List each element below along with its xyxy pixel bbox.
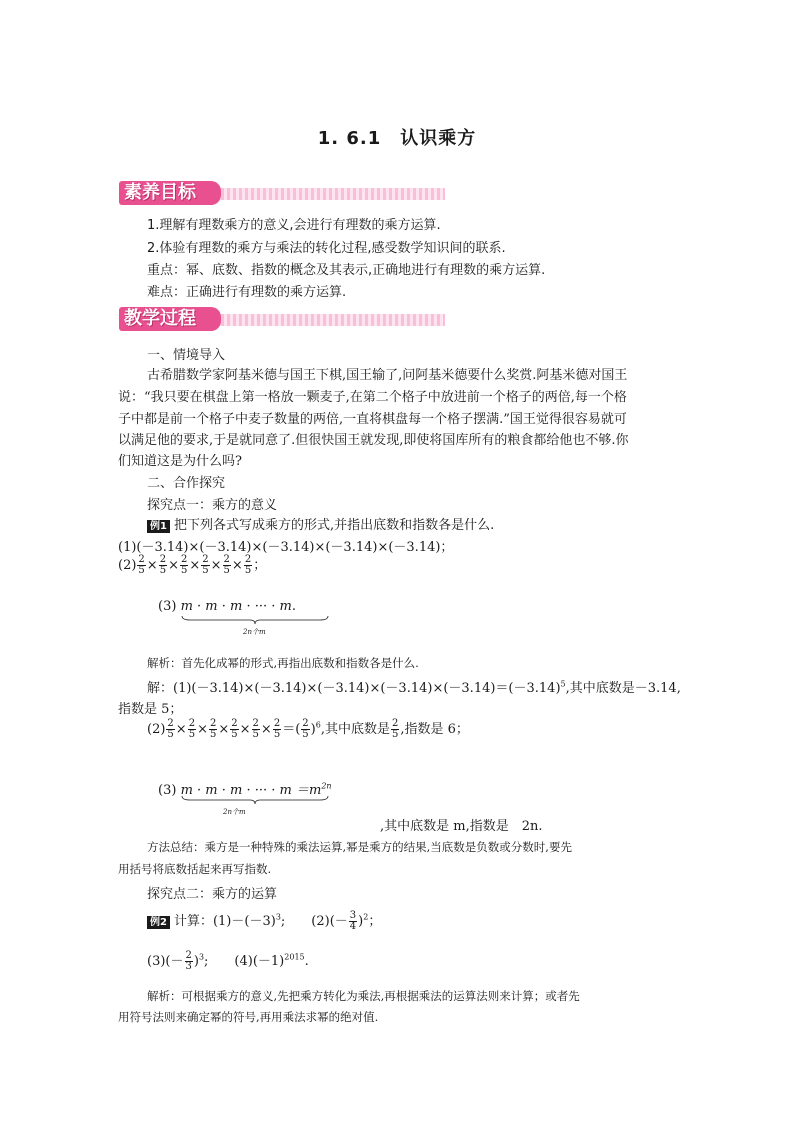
example-1-q3: (3) m · m · m · ··· · m. 2n个m xyxy=(158,599,338,639)
example-1-q2: (2) $\frac{2}{5}$ × $\frac{2}{5}$ × $\frac{2}{5}$ × $\frac{2}{5}$ × $\frac{2}{5}$ × $\frac{2}{5}$ ； xyxy=(118,554,267,576)
product-expression: m · m · m · ··· · m xyxy=(180,783,292,798)
point-1-heading: 探究点一：乘方的意义 xyxy=(147,498,278,513)
example-2-line-1: 例2 计算：$(1)-(-3)^3$; (2)(－ $\frac{3}{4}$ )$^2$； xyxy=(147,910,381,932)
example-1-q1: (1)(－3.14)×(－3.14)×(－3.14)×(－3.14)×(－3.14)； xyxy=(118,540,454,555)
fraction: $\frac{2}{5}$ xyxy=(273,718,281,740)
intro-line-4: 以满足他的要求,于是就同意了.但很快国王就发现,即使将国库所有的粮食都给他也不够.你 xyxy=(118,433,629,448)
brace-caption: 2n个m xyxy=(223,808,246,816)
banner-label: 素养目标 xyxy=(119,181,221,205)
banner-decoration xyxy=(215,314,445,326)
banner-label: 教学过程 xyxy=(119,307,221,331)
product-expression: m · m · m · ··· · m xyxy=(180,599,292,614)
example-badge: 例1 xyxy=(147,520,170,533)
fraction: $\frac{2}{5}$ xyxy=(231,718,238,740)
example-2-line-2: (3)(－ $\frac{2}{3}$ )$^3$; $(4)(-1)^{2015}$. xyxy=(147,950,309,972)
fraction: $\frac{2}{5}$ xyxy=(180,554,188,576)
example-1-prompt xyxy=(147,514,494,533)
fraction: $\frac{2}{5}$ xyxy=(188,718,196,740)
brace-caption: 2n个m xyxy=(243,628,266,636)
fraction: $\frac{2}{5}$ xyxy=(302,718,309,740)
goal-1: 1.理解有理数乘方的意义,会进行有理数的乘方运算. xyxy=(147,218,441,233)
goal-2: 2.体验有理数的乘方与乘法的转化过程,感受数学知识间的联系. xyxy=(147,241,506,256)
fraction: $\frac{2}{3}$ xyxy=(185,950,192,972)
method-summary-1: 方法总结：乘方是一种特殊的乘法运算,幂是乘方的结果,当底数是负数或分数时,要先 xyxy=(147,840,572,854)
goal-difficulty: 难点：正确进行有理数的乘方运算. xyxy=(147,285,347,300)
goal-key-point: 重点：幂、底数、指数的概念及其表示,正确地进行有理数的乘方运算. xyxy=(147,263,546,278)
example-1-text: 把下列各式写成乘方的形式,并指出底数和指数各是什么. xyxy=(173,518,495,533)
fraction: $\frac{2}{5}$ xyxy=(202,554,209,576)
fraction: $\frac{2}{5}$ xyxy=(167,718,174,740)
fraction: $\frac{2}{5}$ xyxy=(252,718,259,740)
banner-decoration xyxy=(215,188,445,200)
underbrace xyxy=(180,615,330,625)
fraction: $\frac{2}{5}$ xyxy=(223,554,230,576)
heading-explore: 二、合作探究 xyxy=(147,476,226,491)
fraction: $\frac{2}{5}$ xyxy=(159,554,167,576)
page-title: 1. 6.1 认识乘方 xyxy=(317,128,477,149)
example-1-solution-1b: 指数是 5； xyxy=(118,702,183,717)
method-summary-2: 用括号将底数括起来再写指数. xyxy=(118,862,272,876)
example-badge: 例2 xyxy=(147,916,170,929)
example-2-analysis-2: 用符号法则来确定幂的符号,再用乘法求幂的绝对值. xyxy=(118,1010,379,1024)
intro-line-2: 说：“我只要在棋盘上第一格放一颗麦子,在第二个格子中放进前一个格子的两倍,每一个格 xyxy=(118,390,627,405)
intro-line-3: 子中都是前一个格子中麦子数量的两倍,一直将棋盘每一个格子摆满.”国王觉得很容易就可 xyxy=(118,412,627,427)
fraction: $\frac{2}{5}$ xyxy=(209,718,217,740)
fraction: $\frac{3}{4}$ xyxy=(349,910,357,932)
point-2-heading: 探究点二：乘方的运算 xyxy=(147,887,278,902)
example-1-solution-3: (3) m · m · m · ··· · $m =m^{2n}$ 2n个m xyxy=(158,781,332,816)
example-1-solution-3-tail: ,其中底数是 m,指数是 2n. xyxy=(380,819,543,834)
underbrace xyxy=(180,795,330,805)
intro-line-1: 古希腊数学家阿基米德与国王下棋,国王输了,问阿基米德要什么奖赏.阿基米德对国王 xyxy=(147,368,628,383)
fraction: $\frac{2}{5}$ xyxy=(138,554,145,576)
heading-intro: 一、情境导入 xyxy=(147,348,226,363)
example-2-analysis-1: 解析：可根据乘方的意义,先把乘方转化为乘法,再根据乘法的运算法则来计算；或者先 xyxy=(147,989,580,1003)
example-1-solution-2: (2) $\frac{2}{5}$ × $\frac{2}{5}$ × $\frac{2}{5}$ × $\frac{2}{5}$ × $\frac{2}{5}$ × $\frac{2}{5}$ ＝( $\frac{2}{5}$ )$^6$,其中底数是 $\frac{2}{5}$ ,指数是 6； xyxy=(147,718,469,740)
fraction: $\frac{2}{5}$ xyxy=(244,554,252,576)
example-1-solution-1: 解：$(1)(-3.14)\times(-3.14)\times(-3.14)\times(-3.14)\times(-3.14)=(-3.14)^5$,其中底数是－3.14, xyxy=(147,679,681,696)
fraction: $\frac{2}{5}$ xyxy=(391,718,399,740)
intro-line-5: 们知道这是为什么吗? xyxy=(118,454,242,469)
example-1-analysis: 解析：首先化成幂的形式,再指出底数和指数各是什么. xyxy=(147,656,419,670)
